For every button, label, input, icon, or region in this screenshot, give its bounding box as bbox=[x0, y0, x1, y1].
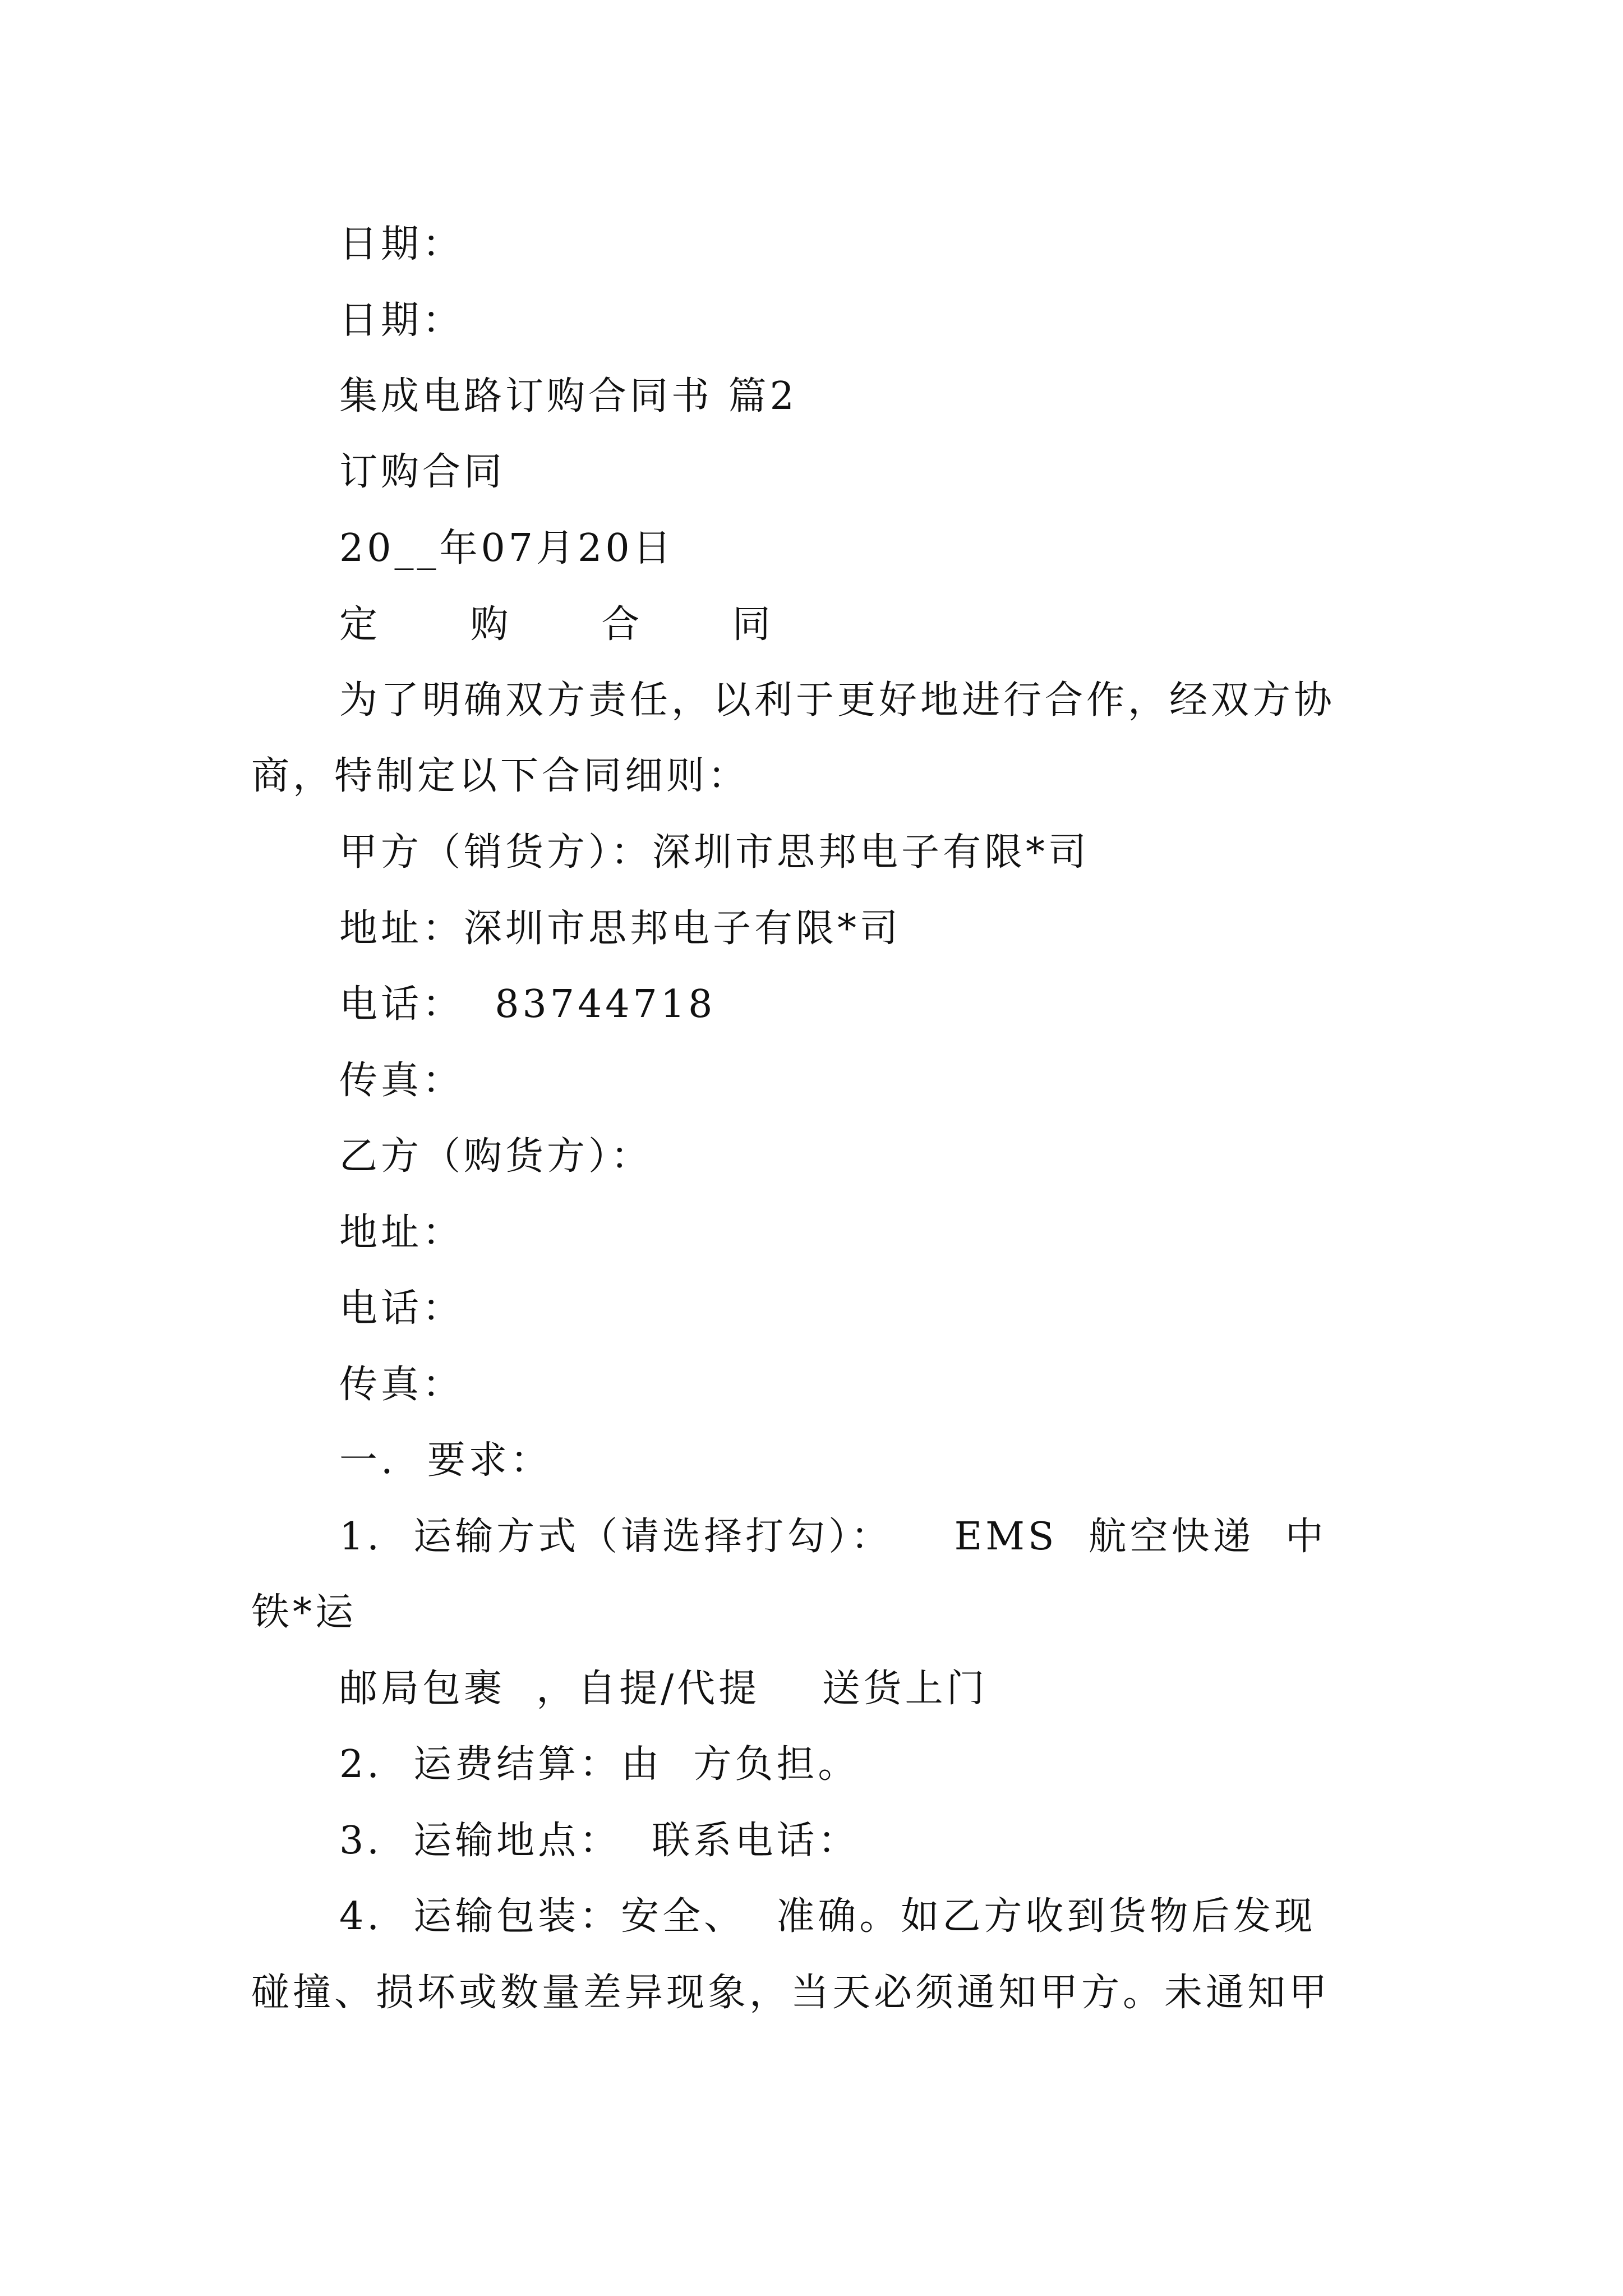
contract-title: 定 购 合 同 bbox=[339, 602, 811, 647]
party-b-name: 乙方（购货方）： bbox=[339, 1134, 653, 1179]
signature-date-line: 日期： bbox=[339, 222, 464, 266]
requirement-item-line: 铁*运 bbox=[251, 1590, 357, 1635]
party-a-address: 地址：深圳市思邦电子有限*司 bbox=[339, 907, 902, 951]
signature-date-line: 日期： bbox=[339, 298, 464, 343]
requirement-item-line: 2. 运费结算：由 方负担。 bbox=[339, 1742, 860, 1787]
requirement-item-line: 4. 运输包装：安全、 准确。如乙方收到货物后发现 bbox=[339, 1894, 1316, 1939]
section-title: 集成电路订购合同书 篇2 bbox=[339, 374, 797, 418]
party-a-name: 甲方（销货方）：深圳市思邦电子有限*司 bbox=[339, 830, 1090, 875]
requirement-item-line: 碰撞、损坏或数量差异现象，当天必须通知甲方。未通知甲 bbox=[251, 1971, 1331, 2015]
party-b-address: 地址： bbox=[339, 1211, 464, 1255]
party-a-phone: 电话： 83744718 bbox=[339, 982, 716, 1027]
requirement-item-line: 1. 运输方式（请选择打勾）： EMS 航空快递 中 bbox=[339, 1515, 1327, 1559]
contract-heading: 订购合同 bbox=[339, 450, 506, 494]
party-a-fax: 传真： bbox=[339, 1059, 464, 1103]
requirement-item-line: 邮局包裹 ，自提/代提 送货上门 bbox=[339, 1667, 988, 1711]
intro-paragraph-line: 商，特制定以下合同细则： bbox=[251, 754, 750, 798]
requirements-heading: 一. 要求： bbox=[339, 1438, 552, 1483]
party-b-phone: 电话： bbox=[339, 1286, 464, 1331]
party-b-fax: 传真： bbox=[339, 1363, 464, 1407]
requirement-item-line: 3. 运输地点： 联系电话： bbox=[339, 1819, 860, 1863]
intro-paragraph-line: 为了明确双方责任，以利于更好地进行合作，经双方协 bbox=[339, 678, 1336, 723]
contract-date: 20__年07月20日 bbox=[339, 526, 675, 570]
